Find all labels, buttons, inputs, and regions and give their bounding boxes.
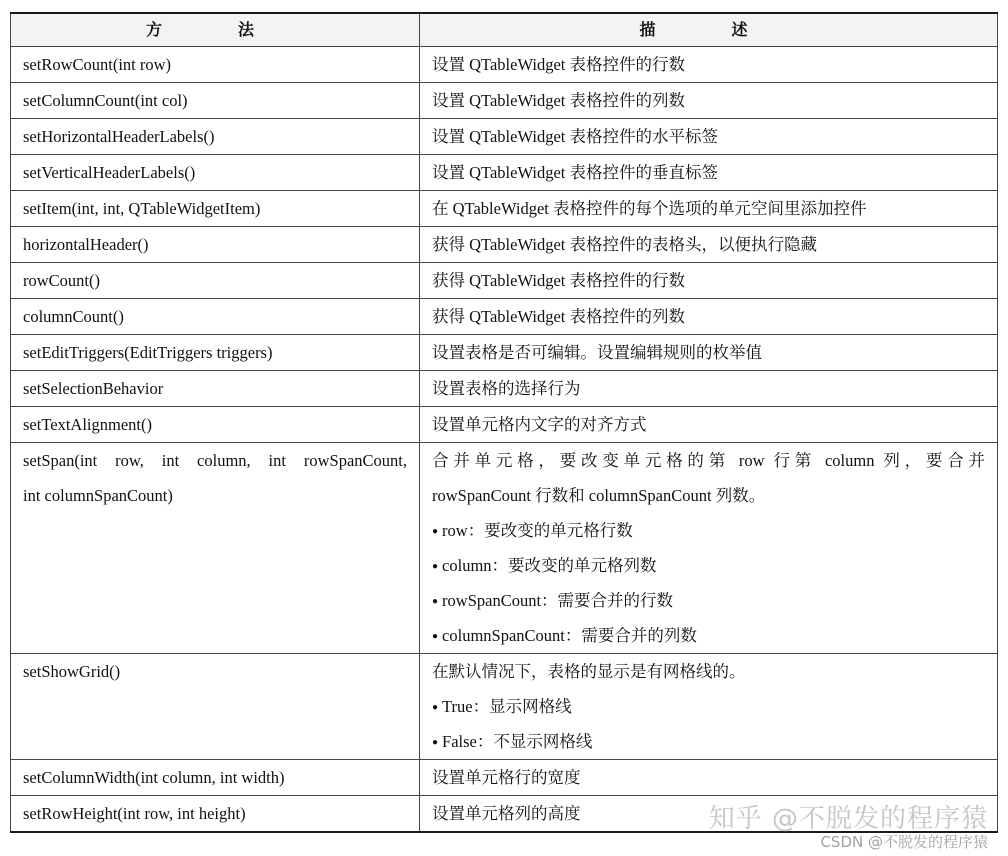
method-text: setVerticalHeaderLabels() — [23, 163, 196, 182]
method-text: setRowCount(int row) — [23, 55, 172, 74]
description-cell — [420, 407, 998, 443]
method-cell — [11, 407, 420, 443]
description-cell — [420, 263, 998, 299]
method-text: setColumnWidth(int column, int width) — [23, 768, 285, 787]
description-text: 设置 QTableWidget 表格控件的水平标签 — [432, 127, 718, 146]
method-cell — [11, 263, 420, 299]
header-description: 描 述 — [420, 13, 998, 47]
table-row — [11, 760, 998, 796]
method-cell — [11, 654, 420, 760]
method-cell — [11, 760, 420, 796]
table-row — [11, 654, 998, 760]
description-cell — [420, 760, 998, 796]
table-row — [11, 263, 998, 299]
description-bullet: ● column：要改变的单元格列数 — [432, 548, 985, 583]
description-text: 设置单元格行的宽度 — [432, 768, 581, 787]
method-cell — [11, 227, 420, 263]
table-row — [11, 47, 998, 83]
description-bullet: ● False：不显示网格线 — [432, 724, 985, 759]
watermark-zhihu: 知乎 @不脱发的程序猿 — [708, 804, 988, 834]
table-row — [11, 371, 998, 407]
method-cell — [11, 83, 420, 119]
method-cell — [11, 299, 420, 335]
method-cell — [11, 47, 420, 83]
table-row — [11, 191, 998, 227]
description-text: 设置 QTableWidget 表格控件的列数 — [432, 91, 685, 110]
method-text: setRowHeight(int row, int height) — [23, 804, 246, 823]
description-cell — [420, 796, 998, 833]
method-cell — [11, 371, 420, 407]
page — [10, 12, 998, 833]
method-text: setTextAlignment() — [23, 415, 152, 434]
description-cell — [420, 155, 998, 191]
table-header-row — [11, 13, 998, 47]
method-text: setShowGrid() — [23, 662, 121, 681]
description-text: 设置 QTableWidget 表格控件的垂直标签 — [432, 163, 718, 182]
table-row — [11, 227, 998, 263]
description-bullet: ● rowSpanCount：需要合并的行数 — [432, 583, 985, 618]
description-text: 在默认情况下，表格的显示是有网格线的。 — [432, 662, 746, 681]
description-cell — [420, 83, 998, 119]
table-row — [11, 155, 998, 191]
method-text: columnCount() — [23, 307, 124, 326]
methods-table — [10, 12, 998, 833]
description-cell — [420, 227, 998, 263]
method-text: horizontalHeader() — [23, 235, 149, 254]
method-cell — [11, 119, 420, 155]
description-text: 合并单元格，要改变单元格的第 row 行第 column 列，要合并 — [432, 451, 985, 470]
description-text: 获得 QTableWidget 表格控件的表格头，以便执行隐藏 — [432, 235, 817, 254]
description-text: 在 QTableWidget 表格控件的每个选项的单元空间里添加控件 — [432, 199, 867, 218]
description-cell — [420, 119, 998, 155]
method-cell — [11, 155, 420, 191]
method-text: int columnSpanCount) — [23, 486, 173, 505]
method-text: setHorizontalHeaderLabels() — [23, 127, 215, 146]
description-text: rowSpanCount 行数和 columnSpanCount 列数。 — [432, 486, 766, 505]
description-text: 获得 QTableWidget 表格控件的行数 — [432, 271, 685, 290]
description-bullet: ● True：显示网格线 — [432, 689, 985, 724]
method-text: setItem(int, int, QTableWidgetItem) — [23, 199, 261, 218]
method-text: setSpan(int row, int column, int rowSpanCount, — [23, 451, 407, 470]
header-method: 方 法 — [11, 13, 420, 47]
description-text: 设置单元格列的高度 — [432, 804, 581, 823]
description-text: 设置表格是否可编辑。设置编辑规则的枚举值 — [432, 343, 762, 362]
table-row — [11, 335, 998, 371]
description-cell — [420, 654, 998, 760]
description-cell — [420, 443, 998, 654]
table-row — [11, 119, 998, 155]
description-cell — [420, 335, 998, 371]
watermark-csdn: CSDN @不脱发的程序猿 — [820, 833, 988, 851]
table-body — [11, 47, 998, 833]
description-cell — [420, 299, 998, 335]
table-row — [11, 83, 998, 119]
table-row — [11, 407, 998, 443]
method-text: setColumnCount(int col) — [23, 91, 188, 110]
description-text: 设置表格的选择行为 — [432, 379, 581, 398]
method-cell — [11, 191, 420, 227]
description-text: 获得 QTableWidget 表格控件的列数 — [432, 307, 685, 326]
method-cell — [11, 443, 420, 654]
description-text: 设置 QTableWidget 表格控件的行数 — [432, 55, 685, 74]
description-cell — [420, 371, 998, 407]
method-text: rowCount() — [23, 271, 100, 290]
description-bullet: ● row：要改变的单元格行数 — [432, 513, 985, 548]
description-bullet: ● columnSpanCount：需要合并的列数 — [432, 618, 985, 653]
table-row — [11, 796, 998, 833]
method-cell — [11, 796, 420, 833]
description-text: 设置单元格内文字的对齐方式 — [432, 415, 647, 434]
table-row — [11, 443, 998, 654]
description-cell — [420, 191, 998, 227]
description-cell — [420, 47, 998, 83]
method-cell — [11, 335, 420, 371]
method-text: setSelectionBehavior — [23, 379, 164, 398]
method-text: setEditTriggers(EditTriggers triggers) — [23, 343, 273, 362]
table-row — [11, 299, 998, 335]
